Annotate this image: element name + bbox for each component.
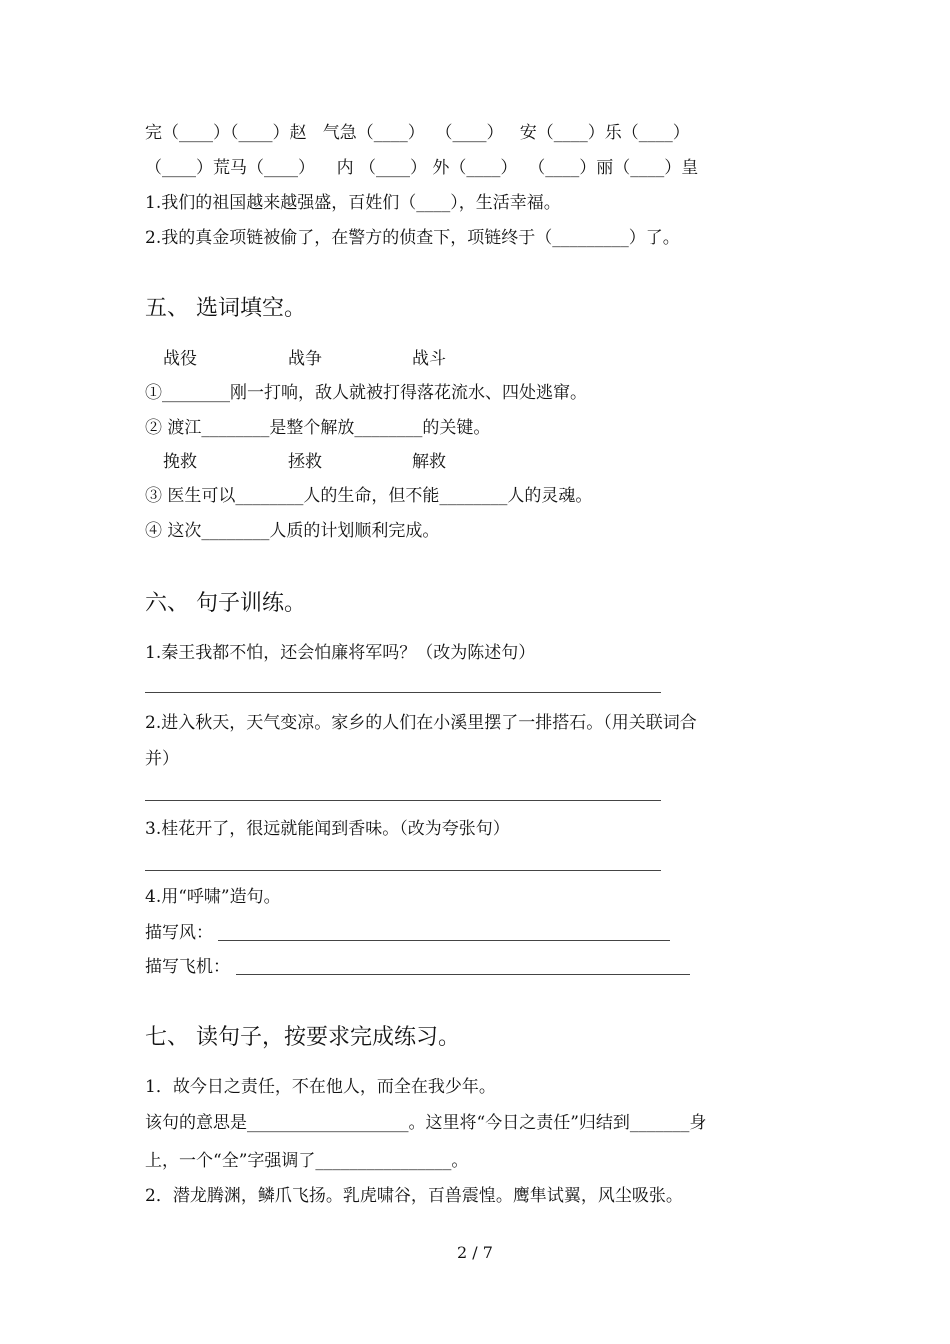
section-6-q4: 4.用“呼啸”造句。 — [145, 887, 281, 907]
answer-line — [145, 692, 661, 693]
section-5-q4: ④ 这次________人质的计划顺利完成。 — [145, 521, 440, 541]
section-7-q2: 2．潜龙腾渊，鳞爪飞扬。乳虎啸谷，百兽震惶。鹰隼试翼，风尘吸张。 — [145, 1186, 683, 1206]
idiom-row-2: （____）荒马（____） 内 （____） 外（____） （____）丽（____）皇 — [145, 158, 699, 178]
section-6-q3: 3.桂花开了，很远就能闻到香味。（改为夸张句） — [145, 819, 510, 839]
word-option: 战斗 — [412, 349, 446, 369]
answer-line — [145, 800, 661, 801]
section-6-q2: 2.进入秋天，天气变凉。家乡的人们在小溪里摆了一排搭石。（用关联词合 — [145, 713, 697, 733]
answer-line — [145, 870, 661, 871]
section-7-q1: 1．故今日之责任，不在他人，而全在我少年。 — [145, 1077, 496, 1097]
word-option: 战争 — [288, 349, 322, 369]
answer-line — [218, 940, 670, 941]
answer-line — [236, 974, 690, 975]
word-option: 解救 — [412, 452, 446, 472]
section-7-q1-line-b: 上，一个“全”字强调了________________。 — [145, 1151, 469, 1171]
word-option: 挽救 — [163, 452, 197, 472]
section-7-title: 七、 读句子，按要求完成练习。 — [145, 1025, 460, 1050]
section-5-q3: ③ 医生可以________人的生命，但不能________人的灵魂。 — [145, 486, 593, 506]
page-number: 2 / 7 — [457, 1243, 493, 1262]
idiom-row-1: 完（____）（____）赵 气急（____） （____） 安（____）乐（____） — [145, 123, 690, 143]
sentence-2: 2.我的真金项链被偷了，在警方的侦查下，项链终于（_________）了。 — [145, 228, 680, 248]
word-option: 拯救 — [288, 452, 322, 472]
plane-label: 描写飞机： — [145, 957, 230, 977]
section-5-title: 五、 选词填空。 — [145, 296, 306, 321]
word-option: 战役 — [163, 349, 197, 369]
section-5-q2: ② 渡江________是整个解放________的关键。 — [145, 418, 491, 438]
section-7-q1-line-a: 该句的意思是___________________。这里将“今日之责任”归结到_______身 — [145, 1113, 707, 1133]
section-5-q1: ①________刚一打响，敌人就被打得落花流水、四处逃窜。 — [145, 383, 587, 403]
section-6-q2-cont: 并） — [145, 749, 179, 769]
section-6-title: 六、 句子训练。 — [145, 591, 306, 616]
sentence-1: 1.我们的祖国越来越强盛，百姓们（____），生活幸福。 — [145, 193, 561, 213]
wind-label: 描写风： — [145, 923, 213, 943]
section-6-q1: 1.秦王我都不怕，还会怕廉将军吗？（改为陈述句） — [145, 643, 536, 663]
